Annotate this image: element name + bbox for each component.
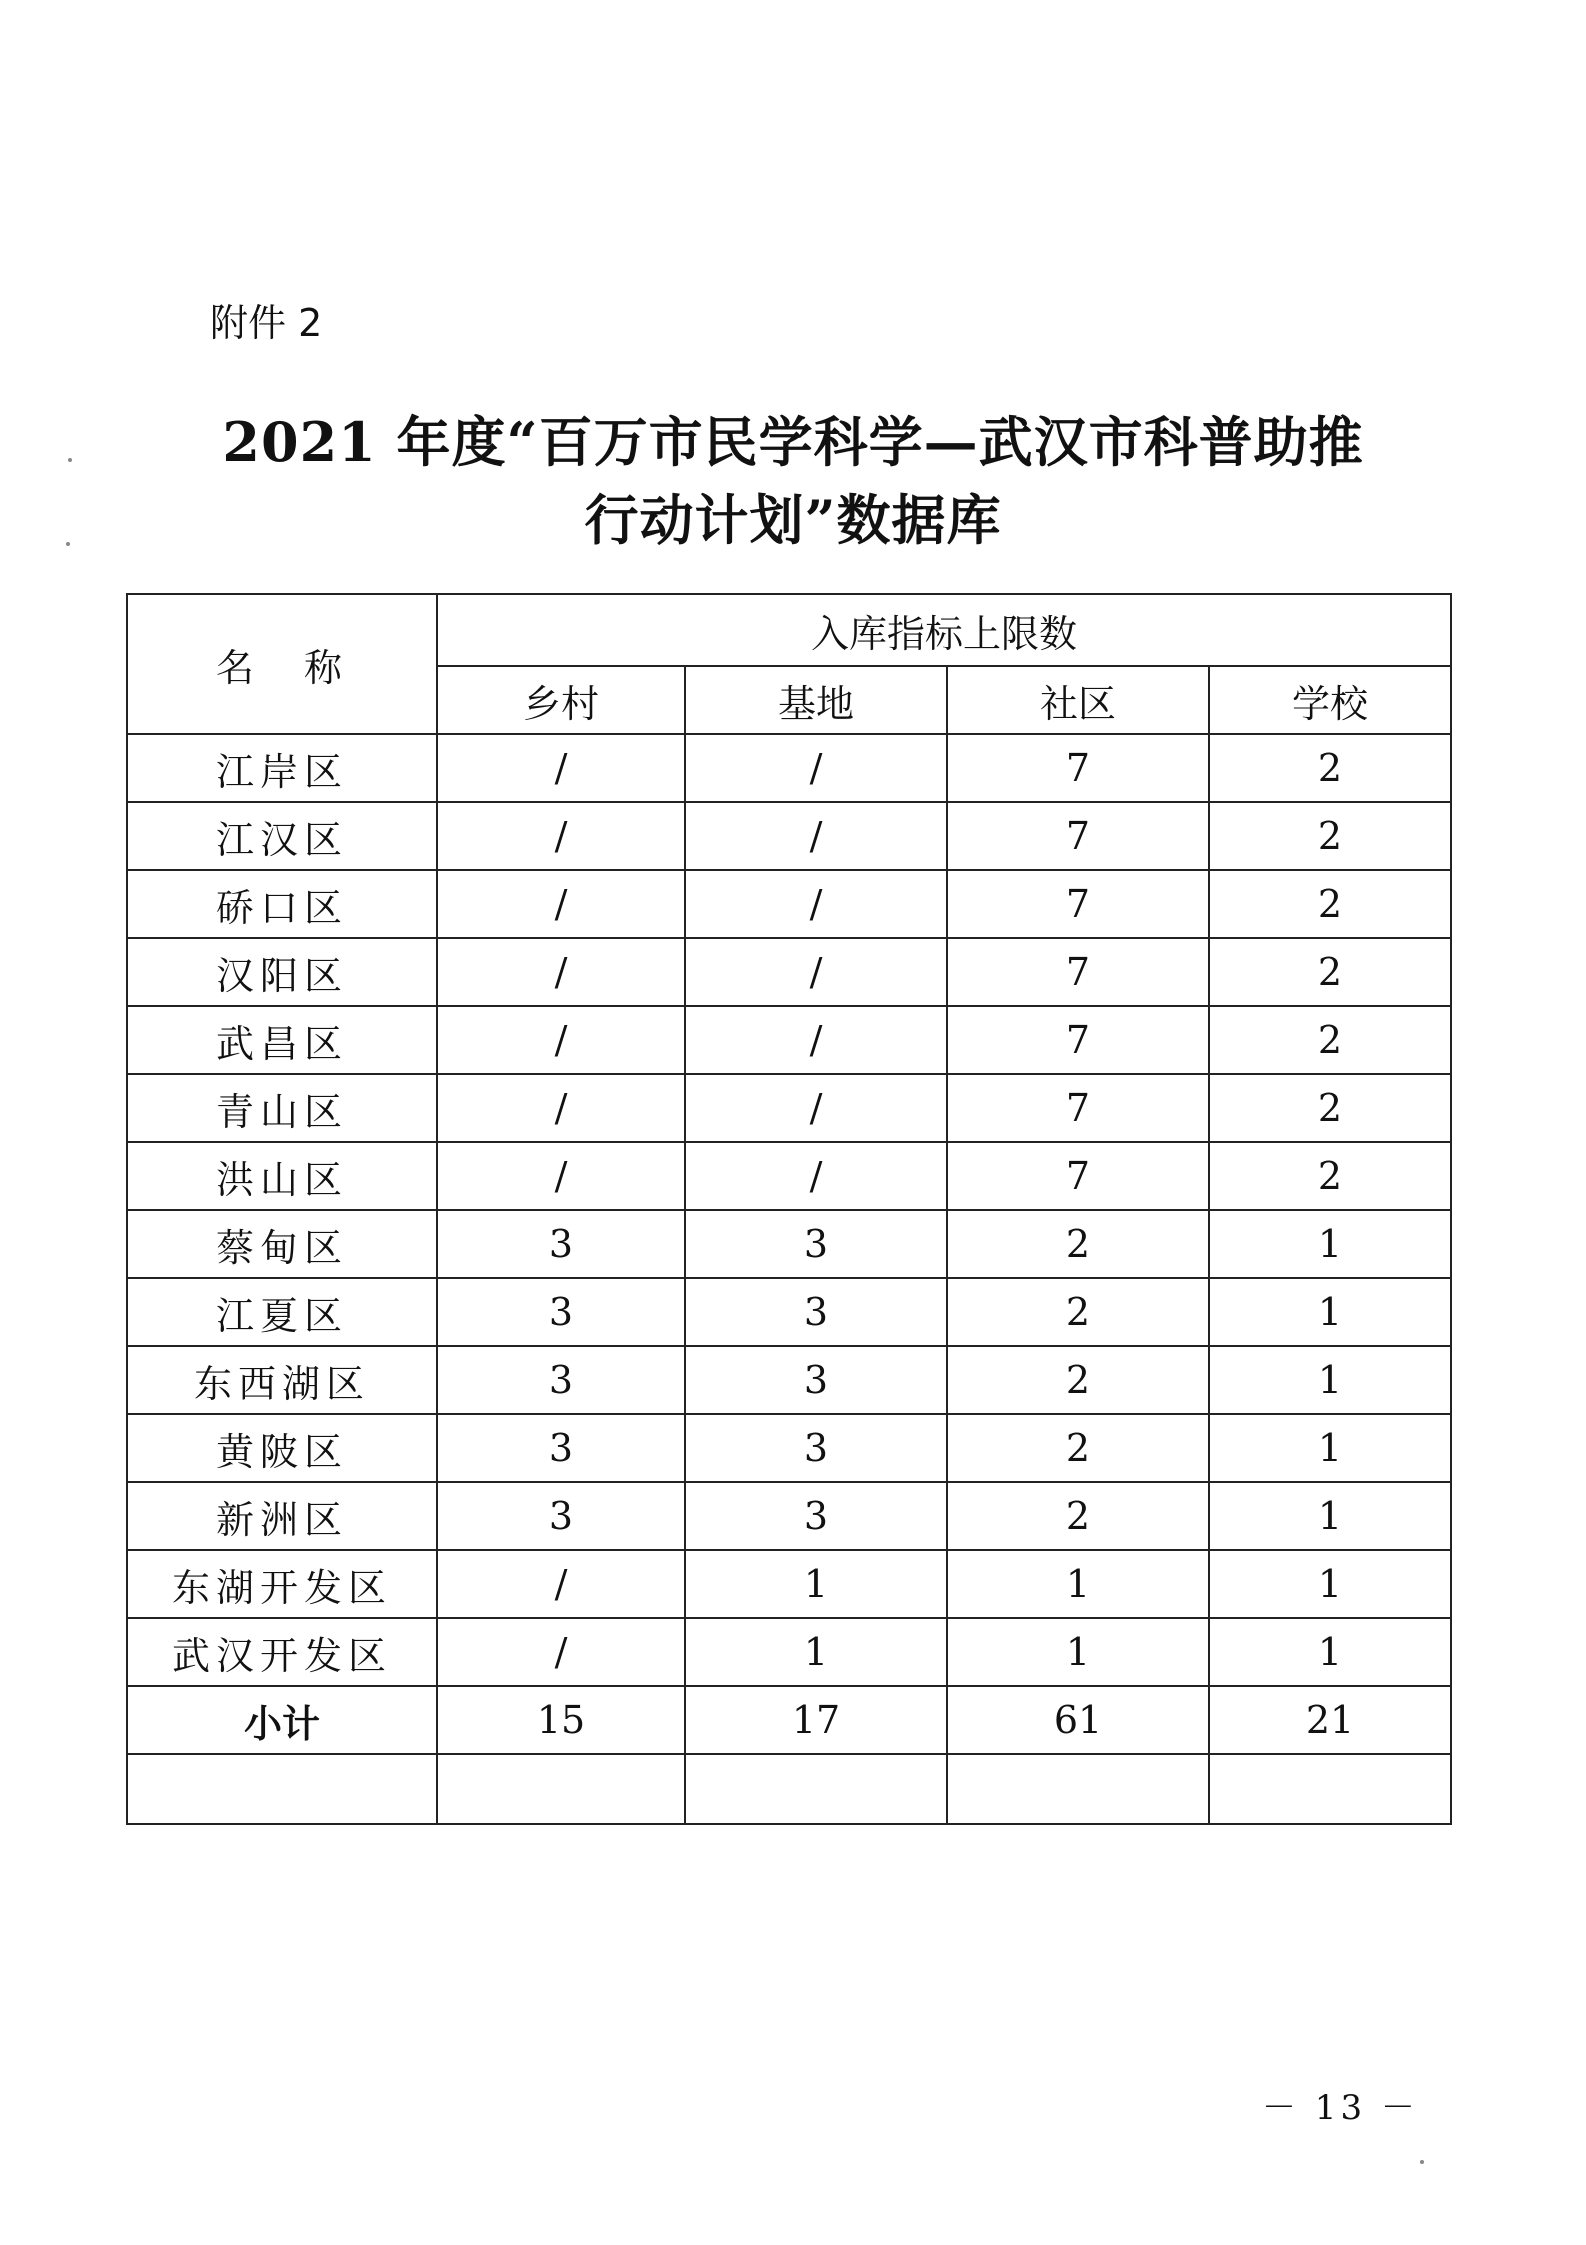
- table-cell: /: [437, 1006, 685, 1074]
- district-name: 江汉区: [127, 802, 437, 870]
- table-cell: 2: [1209, 802, 1451, 870]
- table-row: [127, 1074, 1451, 1142]
- table-cell: 2: [1209, 1142, 1451, 1210]
- district-name: 江岸区: [127, 734, 437, 802]
- district-name: 武昌区: [127, 1006, 437, 1074]
- table-cell: /: [437, 1142, 685, 1210]
- table-cell: 1: [1209, 1482, 1451, 1550]
- table-cell: /: [685, 1006, 947, 1074]
- table-cell: 2: [1209, 938, 1451, 1006]
- table-cell: 1: [1209, 1278, 1451, 1346]
- table-cell: 7: [947, 938, 1209, 1006]
- column-header-village: 乡村: [437, 666, 685, 734]
- table-cell: /: [437, 938, 685, 1006]
- quota-table: [126, 593, 1452, 1825]
- table-cell: 1: [685, 1550, 947, 1618]
- table-row: [127, 1006, 1451, 1074]
- table-cell: /: [685, 1142, 947, 1210]
- table-cell: 3: [437, 1210, 685, 1278]
- table-row: [127, 1346, 1451, 1414]
- table-cell: /: [437, 802, 685, 870]
- column-header-community: 社区: [947, 666, 1209, 734]
- table-row: [127, 734, 1451, 802]
- table-cell: 2: [947, 1414, 1209, 1482]
- table-cell: 2: [947, 1482, 1209, 1550]
- table-cell: /: [685, 734, 947, 802]
- table-cell: 3: [685, 1414, 947, 1482]
- table-cell: /: [685, 1074, 947, 1142]
- total-label: 小计: [127, 1686, 437, 1754]
- table-row: [127, 870, 1451, 938]
- table-cell: 2: [947, 1346, 1209, 1414]
- empty-cell: [685, 1754, 947, 1824]
- table-cell: 3: [437, 1414, 685, 1482]
- total-cell: 61: [947, 1686, 1209, 1754]
- table-cell: 1: [685, 1618, 947, 1686]
- quota-group-header: 入库指标上限数: [437, 594, 1451, 666]
- scan-speck: [1420, 2160, 1424, 2164]
- table-row: [127, 802, 1451, 870]
- document-title-line-2: 行动计划”数据库: [584, 488, 1002, 552]
- table-cell: 1: [1209, 1618, 1451, 1686]
- table-row: [127, 1618, 1451, 1686]
- empty-row: [127, 1754, 1451, 1824]
- document-title-line-1: 2021 年度“百万市民学科学—武汉市科普助推: [222, 410, 1364, 474]
- table-cell: /: [437, 1550, 685, 1618]
- table-cell: /: [437, 734, 685, 802]
- district-name: 东西湖区: [127, 1346, 437, 1414]
- table-cell: 2: [1209, 734, 1451, 802]
- table-row: [127, 938, 1451, 1006]
- table-cell: /: [685, 938, 947, 1006]
- table-cell: 3: [685, 1278, 947, 1346]
- total-cell: 15: [437, 1686, 685, 1754]
- table-cell: 7: [947, 734, 1209, 802]
- table-cell: /: [685, 802, 947, 870]
- table-cell: 7: [947, 1142, 1209, 1210]
- empty-cell: [437, 1754, 685, 1824]
- empty-cell: [947, 1754, 1209, 1824]
- table-cell: 1: [1209, 1210, 1451, 1278]
- total-cell: 21: [1209, 1686, 1451, 1754]
- table-row: [127, 1414, 1451, 1482]
- scan-speck: [68, 458, 72, 462]
- district-name: 硚口区: [127, 870, 437, 938]
- table-cell: 2: [947, 1210, 1209, 1278]
- total-row: [127, 1686, 1451, 1754]
- empty-cell: [1209, 1754, 1451, 1824]
- table-cell: 7: [947, 1006, 1209, 1074]
- district-name: 东湖开发区: [127, 1550, 437, 1618]
- table-row: [127, 1482, 1451, 1550]
- table-cell: 1: [1209, 1414, 1451, 1482]
- table-cell: 2: [1209, 1006, 1451, 1074]
- attachment-label: 附件 2: [210, 301, 323, 345]
- table-cell: 7: [947, 802, 1209, 870]
- table-row: [127, 1550, 1451, 1618]
- table-cell: 3: [437, 1346, 685, 1414]
- column-header-base: 基地: [685, 666, 947, 734]
- district-name: 洪山区: [127, 1142, 437, 1210]
- district-name: 江夏区: [127, 1278, 437, 1346]
- district-name: 武汉开发区: [127, 1618, 437, 1686]
- table-cell: 3: [437, 1482, 685, 1550]
- scan-speck: [66, 542, 70, 546]
- table-row: [127, 1142, 1451, 1210]
- table-cell: 1: [947, 1618, 1209, 1686]
- district-name: 黄陂区: [127, 1414, 437, 1482]
- total-cell: 17: [685, 1686, 947, 1754]
- table-cell: 2: [1209, 1074, 1451, 1142]
- table-cell: 1: [1209, 1550, 1451, 1618]
- district-name: 青山区: [127, 1074, 437, 1142]
- empty-cell: [127, 1754, 437, 1824]
- table-cell: 2: [1209, 870, 1451, 938]
- table-cell: 7: [947, 870, 1209, 938]
- table-cell: 3: [685, 1482, 947, 1550]
- district-name: 蔡甸区: [127, 1210, 437, 1278]
- table-cell: /: [437, 1074, 685, 1142]
- page-number: － 13 －: [1262, 2088, 1419, 2128]
- table-cell: 3: [685, 1346, 947, 1414]
- table-cell: /: [685, 870, 947, 938]
- district-name: 汉阳区: [127, 938, 437, 1006]
- table-row: [127, 1278, 1451, 1346]
- column-header-school: 学校: [1209, 666, 1451, 734]
- name-column-header: 名 称: [127, 594, 437, 734]
- table-row: [127, 1210, 1451, 1278]
- table-cell: 1: [1209, 1346, 1451, 1414]
- table-cell: 2: [947, 1278, 1209, 1346]
- district-name: 新洲区: [127, 1482, 437, 1550]
- table-cell: 7: [947, 1074, 1209, 1142]
- table-cell: 3: [685, 1210, 947, 1278]
- table-cell: 1: [947, 1550, 1209, 1618]
- table-cell: 3: [437, 1278, 685, 1346]
- table-cell: /: [437, 870, 685, 938]
- table-cell: /: [437, 1618, 685, 1686]
